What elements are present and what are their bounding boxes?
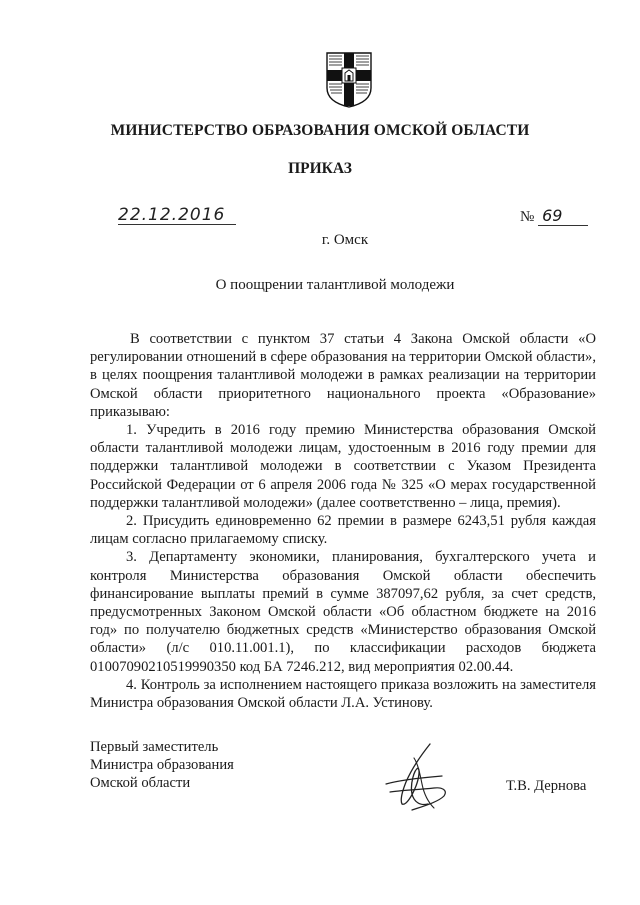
coat-of-arms-icon [326,52,372,108]
signatory-position-line: Первый заместитель [90,739,219,755]
body-item-2: 2. Присудить единовременно 62 премии в размере 6243,51 рубля каждая лицам согласно прилагаемому списку. [90,513,596,548]
signatory-name: Т.В. Дернова [506,778,587,794]
signatory-position-line: Министра образования [90,757,234,774]
body-item-4: 4. Контроль за исполнением настоящего приказа возложить на заместителя Министра образования Омской области Л.А. Устинову. [90,676,596,712]
document-number: 69 [538,207,588,226]
document-subject: О поощрении талантливой молодежи [215,277,455,293]
body-item-1: 1. Учредить в 2016 году премию Министерства образования Омской области талантливой молодежи лицам, удостоенным в 2016 году премии для поддержки талантливой молодежи в соответствии с Указом Президента Российской Федерации от 6 апреля 2006 года № 325 «О мерах государственной поддержки талантливой молодежи» (далее соответственно – лица, премия). [90,422,596,511]
body-preamble: В соответствии с пунктом 37 статьи 4 Закона Омской области «О регулировании отношений в сфере образования на территории Омской области», в целях поощрения талантливой молодежи в рамках реализации на территории Омской области приоритетного национального проекта «Образование» приказываю: [90,331,596,420]
body-item-3: 3. Департаменту экономики, планирования, бухгалтерского учета и контроля Министерства образования Омской области обеспечить финансирование выплаты премий в сумме 387097,62 рубля, за счет средств, предусмотренных Законом Омской области «Об областном бюджете на 2016 год» по получателю бюджетных средств «Министерство образования Омской области» (л/с 010.11.001.1), по классификации расходов бюджета 01007090210519990350 код БА 7246.212, вид мероприятия 02.00.44. [90,549,596,675]
document-city: г. Омск [321,232,369,248]
document-date: 22.12.2016 [118,206,236,225]
document-number-field [520,207,588,226]
document-type-title: ПРИКАЗ [288,160,352,177]
handwritten-signature [372,740,462,816]
signatory-position [90,738,234,793]
number-sign: № [520,209,535,225]
document-body [90,330,596,712]
ministry-title: МИНИСТЕРСТВО ОБРАЗОВАНИЯ ОМСКОЙ ОБЛАСТИ [110,122,530,139]
signatory-position-line: Омской области [90,775,191,792]
